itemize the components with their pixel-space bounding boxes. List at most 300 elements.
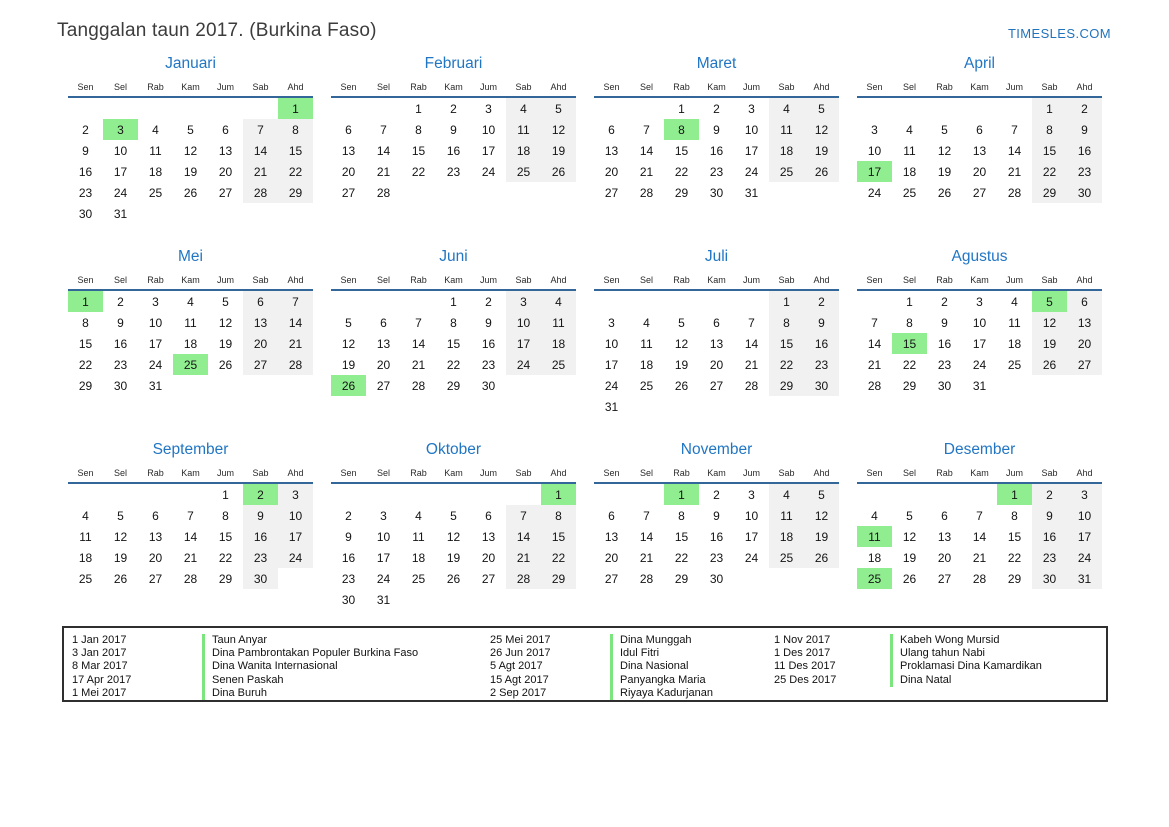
- day-cell: [594, 483, 629, 505]
- day-cell: 14: [867, 336, 882, 351]
- day-cell: [892, 97, 927, 119]
- day-cell: 23: [78, 185, 93, 200]
- day-cell: [629, 483, 664, 505]
- day-cell: 22: [1032, 161, 1067, 182]
- day-cell: 21: [972, 550, 987, 565]
- day-cell: 12: [674, 336, 689, 351]
- day-cell: 28: [972, 571, 987, 586]
- legend-col-1: [72, 634, 418, 700]
- day-cell: 8: [222, 508, 229, 523]
- dow-header: Sab: [506, 466, 541, 483]
- day-cell: 23: [709, 164, 724, 179]
- day-cell: 17: [744, 143, 759, 158]
- day-cell: 9: [243, 505, 278, 526]
- day-cell: 24: [744, 164, 759, 179]
- day-cell: [927, 483, 962, 505]
- legend-col-3: [774, 634, 1042, 687]
- dow-header: Rab: [138, 273, 173, 290]
- day-cell: 8: [678, 508, 685, 523]
- day-cell: [734, 290, 769, 312]
- day-cell: 23: [1067, 161, 1102, 182]
- dow-header: Kam: [962, 80, 997, 97]
- dow-header: Sab: [1032, 466, 1067, 483]
- day-cell: 25: [506, 161, 541, 182]
- legend-entry: [490, 634, 713, 647]
- dow-header: Sab: [769, 466, 804, 483]
- day-cell: [173, 483, 208, 505]
- month-grid: [331, 466, 576, 610]
- day-cell: 3: [976, 294, 983, 309]
- day-cell: [629, 97, 664, 119]
- day-cell: 11: [541, 312, 576, 333]
- day-cell: 12: [1032, 312, 1067, 333]
- day-cell: 8: [541, 505, 576, 526]
- month-title: April: [963, 55, 995, 72]
- day-cell: 31: [113, 206, 128, 221]
- day-cell: 25: [173, 354, 208, 375]
- day-cell: 30: [1067, 182, 1102, 203]
- day-cell: 9: [713, 508, 720, 523]
- day-cell: 31: [376, 592, 391, 607]
- day-cell: 4: [906, 122, 913, 137]
- dow-header: Sel: [366, 466, 401, 483]
- page-header: [0, 0, 1169, 42]
- day-cell: 7: [506, 505, 541, 526]
- day-cell: 26: [1032, 354, 1067, 375]
- legend-holiday-name: Taun Anyar: [202, 634, 267, 647]
- day-cell: 12: [541, 119, 576, 140]
- day-cell: 26: [183, 185, 198, 200]
- day-cell: 4: [769, 97, 804, 119]
- day-cell: 23: [709, 550, 724, 565]
- month-oktober: [331, 441, 576, 610]
- day-cell: 2: [450, 101, 457, 116]
- day-cell: 12: [902, 529, 917, 544]
- dow-header: Kam: [699, 80, 734, 97]
- day-cell: 27: [709, 378, 724, 393]
- day-cell: 24: [506, 354, 541, 375]
- dow-header: Sab: [506, 80, 541, 97]
- month-grid: [857, 273, 1102, 396]
- dow-header: Sab: [1032, 273, 1067, 290]
- legend-entry: [774, 660, 1042, 673]
- day-cell: [401, 290, 436, 312]
- day-cell: 12: [341, 336, 356, 351]
- day-cell: 13: [341, 143, 356, 158]
- legend-entry: [490, 687, 713, 700]
- dow-header: Sel: [103, 273, 138, 290]
- day-cell: 13: [937, 529, 952, 544]
- day-cell: [699, 290, 734, 312]
- dow-header: Sel: [103, 80, 138, 97]
- day-cell: 25: [78, 571, 93, 586]
- month-grid: [68, 273, 313, 396]
- day-cell: 27: [604, 185, 619, 200]
- day-cell: 29: [218, 571, 233, 586]
- day-cell: 25: [1007, 357, 1022, 372]
- day-cell: 29: [674, 185, 689, 200]
- day-cell: [138, 97, 173, 119]
- dow-header: Rab: [138, 80, 173, 97]
- day-cell: 16: [709, 143, 724, 158]
- dow-header: Ahd: [804, 273, 839, 290]
- holiday-legend: [62, 626, 1108, 702]
- day-cell: 15: [218, 529, 233, 544]
- day-cell: 26: [804, 547, 839, 568]
- dow-header: Ahd: [541, 80, 576, 97]
- dow-header: Ahd: [804, 80, 839, 97]
- day-cell: 7: [976, 508, 983, 523]
- day-cell: 15: [674, 143, 689, 158]
- day-cell: 6: [152, 508, 159, 523]
- day-cell: [243, 97, 278, 119]
- day-cell: 28: [243, 182, 278, 203]
- day-cell: 13: [604, 143, 619, 158]
- day-cell: 16: [937, 336, 952, 351]
- day-cell: [401, 589, 436, 610]
- day-cell: 9: [485, 315, 492, 330]
- day-cell: 24: [148, 357, 163, 372]
- day-cell: 15: [674, 529, 689, 544]
- month-juni: [331, 248, 576, 417]
- legend-date: 1 Jan 2017: [72, 634, 127, 646]
- day-cell: 26: [331, 375, 366, 396]
- day-cell: 22: [411, 164, 426, 179]
- dow-header: Jum: [208, 466, 243, 483]
- dow-header: Jum: [471, 80, 506, 97]
- dow-header: Jum: [734, 466, 769, 483]
- day-cell: 17: [604, 357, 619, 372]
- day-cell: 14: [639, 143, 654, 158]
- dow-header: Sel: [366, 273, 401, 290]
- day-cell: [1032, 375, 1067, 396]
- dow-header: Rab: [927, 80, 962, 97]
- month-juli: [594, 248, 839, 417]
- day-cell: 3: [380, 508, 387, 523]
- day-cell: 28: [744, 378, 759, 393]
- day-cell: 14: [506, 526, 541, 547]
- day-cell: 7: [415, 315, 422, 330]
- day-cell: 1: [415, 101, 422, 116]
- day-cell: 3: [748, 101, 755, 116]
- day-cell: [173, 375, 208, 396]
- day-cell: 16: [113, 336, 128, 351]
- day-cell: 1: [906, 294, 913, 309]
- day-cell: 1: [678, 101, 685, 116]
- day-cell: 6: [608, 508, 615, 523]
- day-cell: 9: [450, 122, 457, 137]
- dow-header: Ahd: [804, 466, 839, 483]
- day-cell: 31: [972, 378, 987, 393]
- day-cell: 23: [113, 357, 128, 372]
- legend-date: 11 Des 2017: [774, 660, 836, 673]
- day-cell: 17: [481, 143, 496, 158]
- legend-entry: [72, 660, 418, 673]
- dow-header: Sen: [857, 466, 892, 483]
- dow-header: Ahd: [278, 466, 313, 483]
- day-cell: 11: [412, 529, 425, 544]
- day-cell: 9: [941, 315, 948, 330]
- day-cell: 21: [867, 357, 882, 372]
- day-cell: 6: [941, 508, 948, 523]
- day-cell: 11: [857, 526, 892, 547]
- day-cell: 20: [1067, 333, 1102, 354]
- day-cell: 11: [903, 143, 916, 158]
- day-cell: 16: [709, 529, 724, 544]
- legend-entry: [72, 647, 418, 660]
- day-cell: 7: [243, 119, 278, 140]
- day-cell: 21: [639, 164, 654, 179]
- dow-header: Sab: [769, 80, 804, 97]
- legend-holiday-name: Panyangka Maria: [610, 674, 706, 687]
- day-cell: 31: [744, 185, 759, 200]
- dow-header: Rab: [927, 273, 962, 290]
- day-cell: 13: [218, 143, 233, 158]
- day-cell: 21: [744, 357, 759, 372]
- day-cell: 9: [804, 312, 839, 333]
- day-cell: 21: [183, 550, 198, 565]
- day-cell: 20: [243, 333, 278, 354]
- day-cell: 27: [972, 185, 987, 200]
- day-cell: 4: [1011, 294, 1018, 309]
- day-cell: 22: [674, 164, 689, 179]
- day-cell: 4: [871, 508, 878, 523]
- day-cell: 8: [278, 119, 313, 140]
- day-cell: [436, 483, 471, 505]
- legend-entry: [72, 687, 418, 700]
- day-cell: 20: [376, 357, 391, 372]
- dow-header: Sab: [243, 80, 278, 97]
- day-cell: 1: [1032, 97, 1067, 119]
- day-cell: 24: [867, 185, 882, 200]
- legend-holiday-name: Proklamasi Dina Kamardikan: [890, 660, 1042, 673]
- day-cell: 24: [278, 547, 313, 568]
- day-cell: 19: [113, 550, 128, 565]
- day-cell: 26: [674, 378, 689, 393]
- day-cell: [506, 375, 541, 396]
- day-cell: 24: [481, 164, 496, 179]
- day-cell: 14: [183, 529, 198, 544]
- day-cell: 3: [871, 122, 878, 137]
- day-cell: [401, 182, 436, 203]
- dow-header: Rab: [664, 80, 699, 97]
- month-grid: [857, 466, 1102, 589]
- month-grid: [857, 80, 1102, 203]
- day-cell: [471, 483, 506, 505]
- day-cell: 16: [446, 143, 461, 158]
- day-cell: 7: [1011, 122, 1018, 137]
- day-cell: 17: [857, 161, 892, 182]
- month-grid: [331, 80, 576, 203]
- day-cell: 26: [446, 571, 461, 586]
- day-cell: [857, 290, 892, 312]
- day-cell: 6: [1067, 290, 1102, 312]
- dow-header: Sel: [629, 80, 664, 97]
- dow-header: Kam: [699, 273, 734, 290]
- day-cell: [629, 290, 664, 312]
- day-cell: 2: [485, 294, 492, 309]
- day-cell: 20: [341, 164, 356, 179]
- month-grid: [594, 466, 839, 589]
- day-cell: 21: [278, 333, 313, 354]
- day-cell: 23: [1032, 547, 1067, 568]
- legend-holiday-name: Dina Pambrontakan Populer Burkina Faso: [202, 647, 418, 660]
- dow-header: Rab: [927, 466, 962, 483]
- dow-header: Sen: [68, 80, 103, 97]
- dow-header: Kam: [436, 80, 471, 97]
- dow-header: Sen: [857, 80, 892, 97]
- day-cell: 7: [380, 122, 387, 137]
- legend-holiday-name: Dina Buruh: [202, 687, 267, 700]
- day-cell: 13: [972, 143, 987, 158]
- day-cell: 3: [152, 294, 159, 309]
- dow-header: Kam: [173, 273, 208, 290]
- day-cell: 6: [713, 315, 720, 330]
- legend-date: 1 Nov 2017: [774, 634, 831, 646]
- day-cell: 3: [278, 483, 313, 505]
- day-cell: 22: [278, 161, 313, 182]
- day-cell: 22: [674, 550, 689, 565]
- dow-header: Ahd: [278, 80, 313, 97]
- day-cell: 6: [345, 122, 352, 137]
- dow-header: Jum: [734, 80, 769, 97]
- day-cell: [541, 375, 576, 396]
- day-cell: 3: [103, 119, 138, 140]
- dow-header: Jum: [734, 273, 769, 290]
- day-cell: [769, 396, 804, 417]
- day-cell: 30: [937, 378, 952, 393]
- day-cell: 5: [1032, 290, 1067, 312]
- day-cell: [366, 483, 401, 505]
- day-cell: 28: [506, 568, 541, 589]
- day-cell: [208, 97, 243, 119]
- month-grid: [68, 80, 313, 224]
- day-cell: 10: [481, 122, 496, 137]
- day-cell: 6: [222, 122, 229, 137]
- day-cell: 24: [972, 357, 987, 372]
- day-cell: 9: [345, 529, 352, 544]
- dow-header: Kam: [699, 466, 734, 483]
- day-cell: 14: [1007, 143, 1022, 158]
- dow-header: Sel: [366, 80, 401, 97]
- day-cell: 15: [541, 526, 576, 547]
- day-cell: 16: [341, 550, 356, 565]
- legend-entry: [72, 634, 418, 647]
- day-cell: [471, 589, 506, 610]
- day-cell: 4: [187, 294, 194, 309]
- legend-date: 26 Jun 2017: [490, 647, 551, 660]
- day-cell: 30: [341, 592, 356, 607]
- day-cell: 15: [1007, 529, 1022, 544]
- day-cell: 30: [113, 378, 128, 393]
- day-cell: 18: [541, 333, 576, 354]
- day-cell: 30: [1032, 568, 1067, 589]
- month-november: [594, 441, 839, 610]
- legend-date: 17 Apr 2017: [72, 673, 132, 686]
- day-cell: 29: [1007, 571, 1022, 586]
- day-cell: [962, 483, 997, 505]
- day-cell: [1067, 375, 1102, 396]
- day-cell: 12: [804, 119, 839, 140]
- day-cell: 9: [82, 143, 89, 158]
- day-cell: 8: [1032, 119, 1067, 140]
- day-cell: [664, 290, 699, 312]
- legend-date: 8 Mar 2017: [72, 660, 128, 673]
- day-cell: [804, 396, 839, 417]
- day-cell: 25: [857, 568, 892, 589]
- day-cell: 3: [485, 101, 492, 116]
- day-cell: 19: [902, 550, 917, 565]
- day-cell: 10: [744, 122, 759, 137]
- day-cell: [138, 483, 173, 505]
- day-cell: 2: [1032, 483, 1067, 505]
- dow-header: Ahd: [1067, 80, 1102, 97]
- month-title: Mei: [178, 248, 203, 265]
- day-cell: 4: [769, 483, 804, 505]
- legend-holiday-name: Ulang tahun Nabi: [890, 647, 985, 660]
- day-cell: 19: [183, 164, 198, 179]
- legend-entry: [774, 634, 1042, 647]
- day-cell: 12: [183, 143, 198, 158]
- month-februari: [331, 55, 576, 224]
- day-cell: 30: [243, 568, 278, 589]
- day-cell: 13: [243, 312, 278, 333]
- day-cell: 19: [218, 336, 233, 351]
- day-cell: 17: [278, 526, 313, 547]
- day-cell: 24: [1067, 547, 1102, 568]
- day-cell: 12: [446, 529, 461, 544]
- day-cell: 30: [78, 206, 93, 221]
- day-cell: [173, 97, 208, 119]
- day-cell: 30: [804, 375, 839, 396]
- day-cell: 29: [278, 182, 313, 203]
- day-cell: 19: [804, 526, 839, 547]
- day-cell: 15: [1032, 140, 1067, 161]
- day-cell: 24: [376, 571, 391, 586]
- day-cell: 24: [744, 550, 759, 565]
- day-cell: 21: [639, 550, 654, 565]
- day-cell: 13: [604, 529, 619, 544]
- dow-header: Rab: [401, 80, 436, 97]
- legend-date: 5 Agt 2017: [490, 660, 543, 673]
- day-cell: 27: [376, 378, 391, 393]
- day-cell: [208, 375, 243, 396]
- day-cell: 25: [769, 547, 804, 568]
- dow-header: Sab: [769, 273, 804, 290]
- month-title: Juli: [704, 248, 729, 265]
- day-cell: 23: [446, 164, 461, 179]
- dow-header: Ahd: [1067, 273, 1102, 290]
- day-cell: 11: [769, 505, 804, 526]
- month-title: Oktober: [425, 441, 482, 458]
- legend-holiday-name: Senen Paskah: [202, 674, 284, 687]
- day-cell: 6: [976, 122, 983, 137]
- day-cell: 28: [376, 185, 391, 200]
- legend-entry: [72, 674, 418, 687]
- day-cell: 4: [643, 315, 650, 330]
- day-cell: 28: [867, 378, 882, 393]
- day-cell: 28: [639, 185, 654, 200]
- day-cell: 8: [415, 122, 422, 137]
- site-link[interactable]: TIMESLES.COM: [1007, 26, 1111, 41]
- day-cell: 8: [906, 315, 913, 330]
- day-cell: [436, 589, 471, 610]
- dow-header: Rab: [664, 273, 699, 290]
- day-cell: 4: [506, 97, 541, 119]
- day-cell: 8: [82, 315, 89, 330]
- legend-holiday-name: Dina Munggah: [610, 634, 692, 647]
- day-cell: 13: [376, 336, 391, 351]
